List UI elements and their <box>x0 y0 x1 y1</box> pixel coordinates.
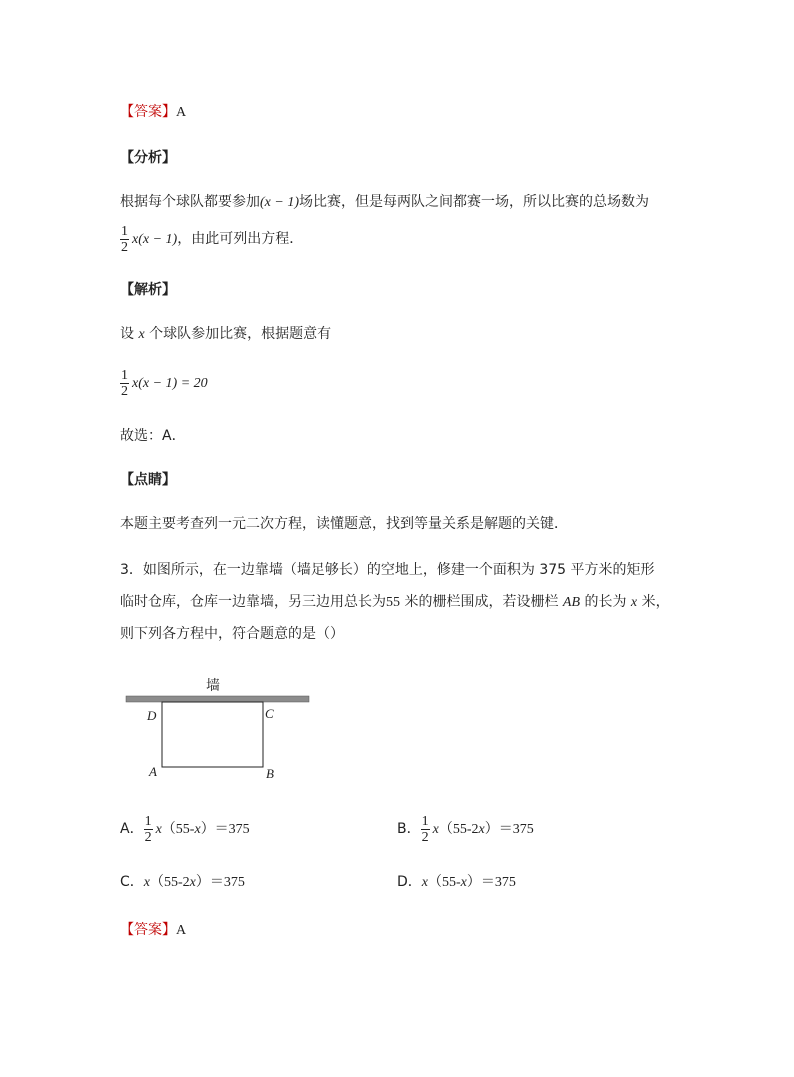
q-x: x <box>630 595 638 610</box>
fraction-half: $\frac{1}{2}$ <box>144 813 152 845</box>
analysis-expr: (x − 1) <box>260 195 299 210</box>
option-b-rest-a: （55-2 <box>438 822 479 837</box>
solution-choice: 故选：A． <box>120 428 186 444</box>
option-b-rest-x: x <box>478 822 485 837</box>
fraction-half: $\frac{1}{2}$ <box>421 813 429 845</box>
comment-text: 本题主要考查列一元二次方程，读懂题意，找到等量关系是解题的关键． <box>120 516 568 532</box>
wall-label: 墙 <box>206 679 220 694</box>
point-a-label: A <box>149 764 157 779</box>
option-b-rest-b: ）＝375 <box>484 822 534 837</box>
option-d-x: x <box>421 875 428 890</box>
option-a-x: x <box>155 822 162 837</box>
option-c-label: C． <box>120 874 144 890</box>
q-ab: AB <box>562 595 581 610</box>
solution-var: x <box>138 327 145 342</box>
analysis-tail: ，由此可列出方程． <box>177 231 304 247</box>
answer-label-2: 【答案】 <box>120 922 176 938</box>
q-text-d: 米， <box>641 594 670 610</box>
option-c-rest-a: （55-2 <box>150 875 190 890</box>
answer-value-2: A <box>176 923 187 938</box>
q-text-a: 临时仓库，仓库一边靠墙，另三边用总长为 <box>120 594 386 610</box>
solution-text-a: 设 <box>120 326 134 342</box>
analysis-heading: 【分析】 <box>120 150 176 166</box>
point-d-label: D <box>147 708 157 723</box>
option-d[interactable] <box>397 872 516 893</box>
analysis-text-b: 场比赛，但是每两队之间都赛一场，所以比赛的总场数为 <box>299 194 649 210</box>
option-a-rest-b: ）＝375 <box>200 822 250 837</box>
question-line-3: 则下列各方程中，符合题意的是（） <box>120 626 344 642</box>
point-b-label: B <box>266 766 274 781</box>
q-text-c: 的长为 <box>584 594 627 610</box>
analysis-text-a: 根据每个球队都要参加 <box>120 194 260 210</box>
answer-value: A <box>176 105 187 120</box>
option-c-x: x <box>143 875 150 890</box>
comment-heading: 【点睛】 <box>120 472 176 488</box>
analysis-line-2 <box>120 222 303 257</box>
analysis-expr-2: x(x − 1) <box>132 232 178 247</box>
answer-line-2 <box>120 920 186 941</box>
option-c[interactable] <box>120 872 245 893</box>
q-text-b: 米的栅栏围成，若设栅栏 <box>404 594 559 610</box>
analysis-line-1 <box>120 192 649 213</box>
option-d-rest-x: x <box>460 875 467 890</box>
fraction-half: $\frac{1}{2}$ <box>121 223 128 255</box>
option-a-rest-x: x <box>194 822 201 837</box>
question-line-2 <box>120 592 670 613</box>
option-b[interactable] <box>397 812 534 847</box>
solution-line-1 <box>120 324 331 345</box>
option-c-rest-b: ）＝375 <box>195 875 245 890</box>
fraction-half: $\frac{1}{2}$ <box>121 367 128 399</box>
solution-text-b: 个球队参加比赛，根据题意有 <box>149 326 332 342</box>
solution-heading: 【解析】 <box>120 282 176 298</box>
option-b-x: x <box>432 822 439 837</box>
option-a-rest-a: （55- <box>161 822 195 837</box>
option-c-rest-x: x <box>189 875 196 890</box>
answer-label: 【答案】 <box>120 104 176 120</box>
answer-line-1 <box>120 102 186 123</box>
option-d-rest-b: ）＝375 <box>466 875 516 890</box>
q-num: 55 <box>386 595 400 610</box>
wall-rectangle-figure <box>120 672 320 782</box>
point-c-label: C <box>265 706 274 721</box>
question-line-1: 3．如图所示，在一边靠墙（墙足够长）的空地上，修建一个面积为 375 平方米的矩形 <box>120 562 655 578</box>
option-d-label: D． <box>397 874 422 890</box>
option-b-label: B． <box>397 821 421 837</box>
option-d-rest-a: （55- <box>428 875 461 890</box>
option-a[interactable] <box>120 812 250 847</box>
equation-text: x(x − 1) = 20 <box>132 376 208 391</box>
wall <box>126 696 309 702</box>
rectangle-abcd <box>162 702 263 767</box>
option-a-label: A． <box>120 821 144 837</box>
solution-equation <box>120 366 208 401</box>
